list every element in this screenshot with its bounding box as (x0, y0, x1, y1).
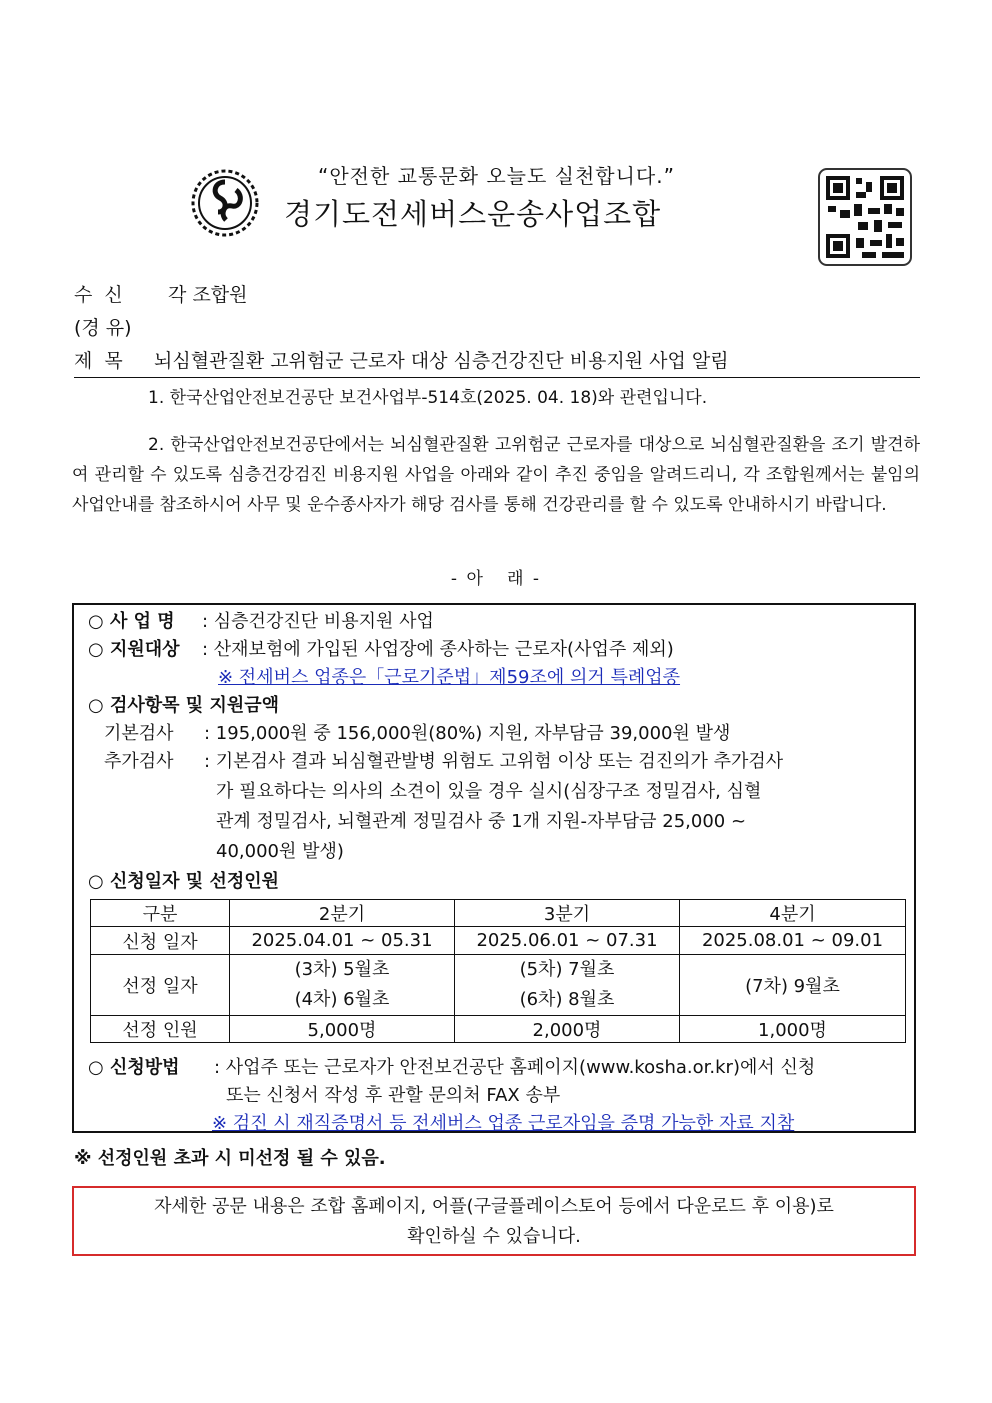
slogan: “안전한 교통문화 오늘도 실천합니다.” (318, 164, 675, 188)
below-marker: - 아 래 - (450, 569, 542, 589)
table-cell: 2025.06.01 ~ 07.31 (455, 927, 680, 955)
target-value: : 산재보험에 가입된 사업장에 종사하는 근로자(사업주 제외) (202, 639, 674, 660)
table-cell: (7차) 9월초 (680, 955, 906, 1016)
cell-line: (5차) 7월초 (519, 959, 615, 980)
table-row (91, 1016, 906, 1043)
body-item-2-text: 2. 한국산업안전보건공단에서는 뇌심혈관질환 고위험군 근로자를 대상으로 뇌심혈관질환을 조기 발견하여 관리할 수 있도록 심층건강검진 비용지원 사업을 아래와 같이 추진 중임을 알려드리니, 각 조합원께서는 붙임의 사업안내를 참조하시어 사무 및 운수종사자가 해당 검사를 통해 건강관리를 할 수 있도록 안내하시기 바랍니다. (72, 435, 920, 515)
subject-line (74, 346, 920, 378)
schedule-heading: ○ 신청일자 및 선정인원 (88, 871, 279, 892)
extra-label: 추가검사 (104, 751, 174, 772)
subject-value: 뇌심혈관질환 고위험군 근로자 대상 심층건강진단 비용지원 사업 알림 (154, 350, 729, 372)
extra-line-1: : 기본검사 결과 뇌심혈관발병 위험도 고위험 이상 또는 검진의가 추가검사 (204, 751, 784, 772)
notice-line-2: 확인하실 수 있습니다. (407, 1226, 581, 1247)
basic-value: : 195,000원 중 156,000원(80%) 지원, 자부담금 39,000원 발생 (204, 723, 731, 744)
method-line-2: 또는 신청서 작성 후 관할 문의처 FAX 송부 (226, 1085, 561, 1106)
header-cell: 4분기 (680, 900, 906, 927)
organization-name: 경기도전세버스운송사업조합 (284, 197, 662, 231)
basic-row (104, 719, 730, 745)
project-row (88, 607, 434, 633)
cell-line: (4차) 6월초 (294, 989, 390, 1010)
items-heading: ○ 검사항목 및 지원금액 (88, 695, 279, 716)
cell-line: (6차) 8월초 (519, 989, 615, 1010)
detail-box (72, 603, 916, 1133)
cell-line: (3차) 5월초 (294, 959, 390, 980)
table-header-row (91, 900, 906, 927)
schedule-table (90, 899, 906, 1043)
row-label: 신청 일자 (91, 927, 230, 955)
extra-line-4: 40,000원 발생) (216, 841, 344, 862)
notice-box (72, 1186, 916, 1256)
body-item-1: 1. 한국산업안전보건공단 보건사업부-514호(2025. 04. 18)와 관련입니다. (148, 388, 708, 408)
table-cell: 2025.04.01 ~ 05.31 (230, 927, 455, 955)
extra-line-3: 관계 정밀검사, 뇌혈관계 정밀검사 중 1개 지원-자부담금 25,000 ~ (216, 811, 747, 832)
header-cell: 3분기 (455, 900, 680, 927)
recipient-label: 수 신 (74, 284, 123, 306)
method-row (88, 1053, 815, 1079)
method-line-1: : 사업주 또는 근로자가 안전보건공단 홈페이지(www.kosha.or.kr)에서 신청 (214, 1057, 816, 1078)
method-label: ○ 신청방법 (88, 1057, 180, 1078)
table-cell: 2025.08.01 ~ 09.01 (680, 927, 906, 955)
recipient-line (74, 280, 248, 307)
project-value: : 심층건강진단 비용지원 사업 (202, 611, 434, 632)
table-cell (230, 955, 455, 1016)
body-item-2 (72, 430, 920, 520)
row-label: 선정 일자 (91, 955, 230, 1016)
via-line (74, 313, 132, 340)
header-cell: 구분 (91, 900, 230, 927)
header-cell: 2분기 (230, 900, 455, 927)
target-row (88, 635, 674, 661)
row-label: 선정 인원 (91, 1016, 230, 1043)
method-note: ※ 검진 시 재직증명서 등 전세버스 업종 근로자임을 증명 가능한 자료 지참 (212, 1113, 795, 1134)
table-cell: 2,000명 (455, 1016, 680, 1043)
table-row (91, 955, 906, 1016)
notice-line-1: 자세한 공문 내용은 조합 홈페이지, 어플(구글플레이스토어 등에서 다운로드 후 이용)로 (154, 1196, 834, 1217)
basic-label: 기본검사 (104, 723, 174, 744)
target-label: ○ 지원대상 (88, 639, 180, 660)
extra-line-2: 가 필요하다는 의사의 소견이 있을 경우 실시(심장구조 정밀검사, 심혈 (216, 781, 762, 802)
table-cell: 5,000명 (230, 1016, 455, 1043)
subject-label: 제 목 (74, 350, 123, 372)
footer-note: ※ 선정인원 초과 시 미선정 될 수 있음. (74, 1148, 386, 1169)
recipient-value: 각 조합원 (168, 284, 248, 306)
table-cell: 1,000명 (680, 1016, 906, 1043)
extra-row (104, 747, 783, 773)
table-cell (455, 955, 680, 1016)
union-logo-icon (190, 168, 260, 238)
target-note: ※ 전세버스 업종은「근로기준법」제59조에 의거 특례업종 (218, 667, 681, 688)
via-label: (경 유) (74, 317, 132, 339)
project-label: ○ 사 업 명 (88, 611, 175, 632)
table-row (91, 927, 906, 955)
qr-code-icon (818, 168, 912, 266)
